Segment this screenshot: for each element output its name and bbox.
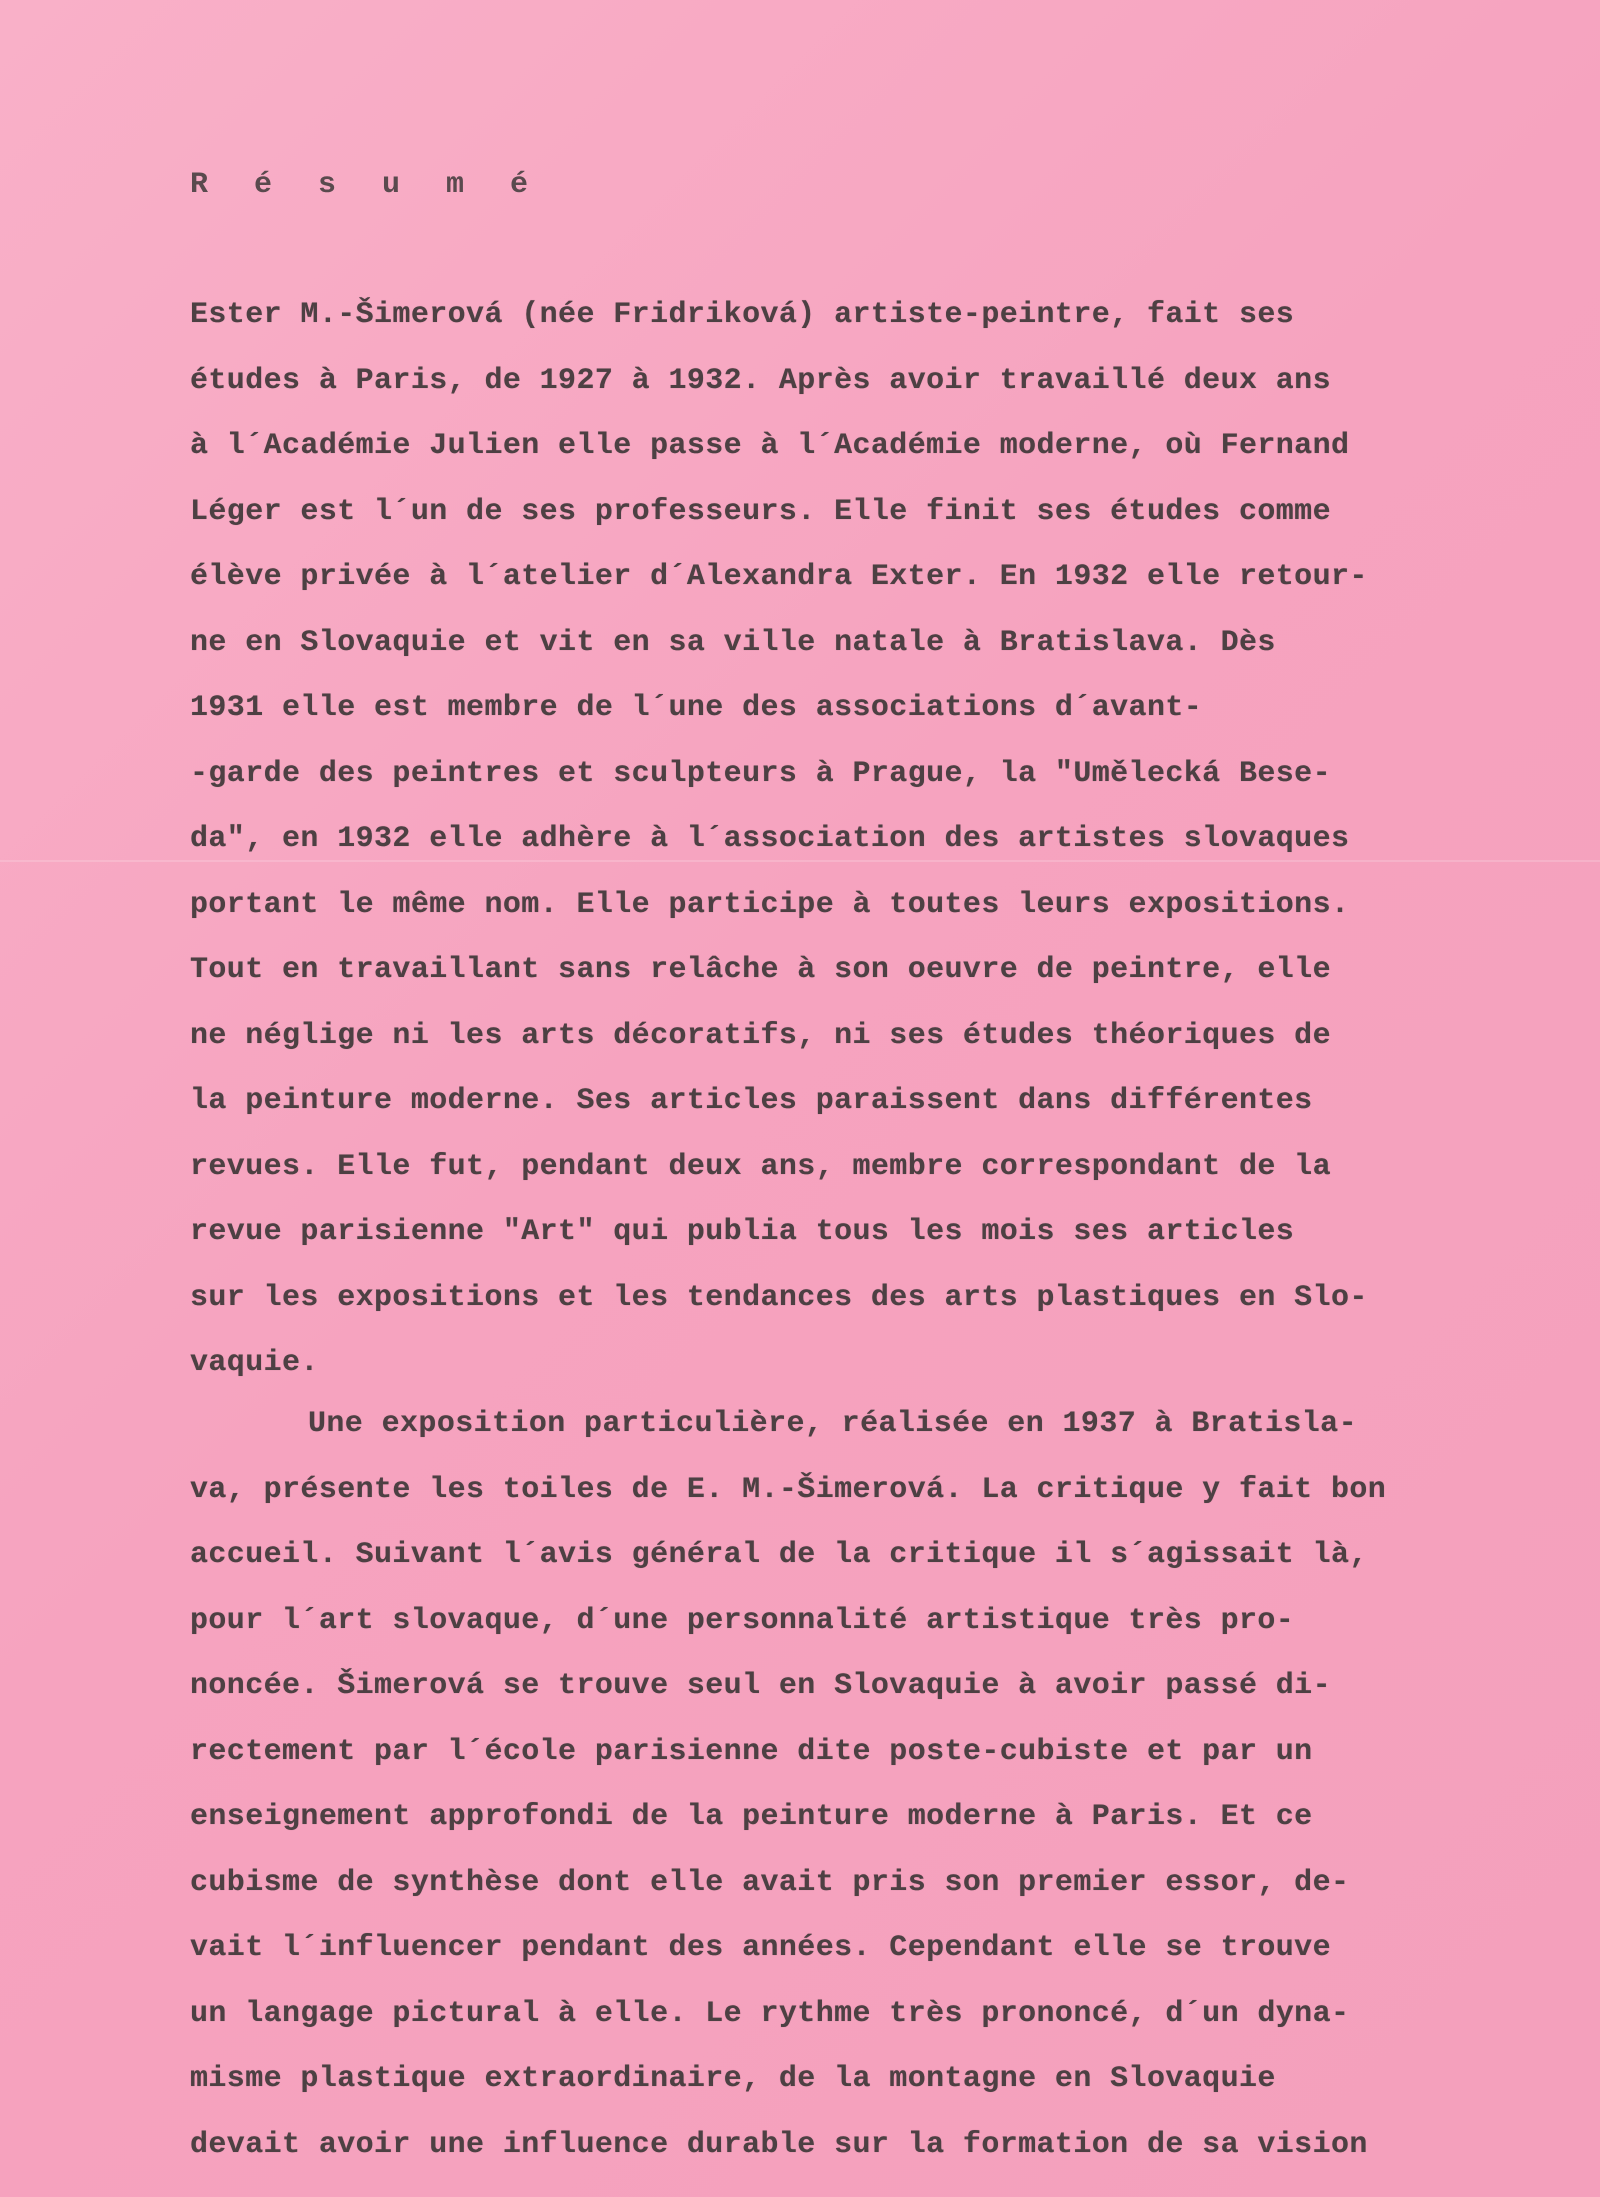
text-line: vaquie.: [190, 1346, 319, 1380]
text-line: va, présente les toiles de E. M.-Šimerová. La critique y fait bon: [190, 1472, 1387, 1507]
text-line: misme plastique extraordinaire, de la montagne en Slovaquie: [190, 2062, 1276, 2096]
text-line: un langage pictural à elle. Le rythme très prononcé, d´un dyna-: [190, 1996, 1350, 2031]
text-line: revue parisienne "Art" qui publia tous les mois ses articles: [190, 1215, 1295, 1249]
page-heading: R é s u m é: [190, 168, 543, 202]
text-line: Une exposition particulière, réalisée en 1937 à Bratisla-: [308, 1407, 1357, 1441]
text-line: à l´Académie Julien elle passe à l´Académie moderne, où Fernand: [190, 429, 1350, 463]
text-line: ne en Slovaquie et vit en sa ville natale à Bratislava. Dès: [190, 625, 1276, 660]
paragraph-biography: [190, 283, 1368, 1397]
text-line: rectement par l´école parisienne dite poste-cubiste et par un: [190, 1734, 1313, 1769]
text-line: accueil. Suivant l´avis général de la critique il s´agissait là,: [190, 1538, 1368, 1572]
text-line: noncée. Šimerová se trouve seul en Slovaquie à avoir passé di-: [190, 1669, 1331, 1703]
text-line: études à Paris, de 1927 à 1932. Après avoir travaillé deux ans: [190, 363, 1331, 398]
text-line: Ester M.-Šimerová (née Fridriková) artiste-peintre, fait ses: [190, 298, 1295, 332]
text-line: 1931 elle est membre de l´une des associations d´avant-: [190, 691, 1203, 725]
text-line: portant le même nom. Elle participe à toutes leurs expositions.: [190, 887, 1350, 922]
text-line: pour l´art slovaque, d´une personnalité artistique très pro-: [190, 1603, 1295, 1638]
text-line: devait avoir une influence durable sur la formation de sa vision: [190, 2127, 1368, 2162]
text-line: enseignement approfondi de la peinture moderne à Paris. Et ce: [190, 1800, 1313, 1834]
text-line: ne néglige ni les arts décoratifs, ni ses études théoriques de: [190, 1018, 1331, 1053]
text-line: élève privée à l´atelier d´Alexandra Exter. En 1932 elle retour-: [190, 560, 1368, 594]
text-line: Tout en travaillant sans relâche à son oeuvre de peintre, elle: [190, 953, 1331, 987]
text-line: revues. Elle fut, pendant deux ans, membre correspondant de la: [190, 1149, 1331, 1184]
text-line: vait l´influencer pendant des années. Cependant elle se trouve: [190, 1931, 1331, 1965]
text-line: sur les expositions et les tendances des arts plastiques en Slo-: [190, 1280, 1368, 1315]
text-line: Léger est l´un de ses professeurs. Elle finit ses études comme: [190, 494, 1331, 529]
text-line: la peinture moderne. Ses articles paraissent dans différentes: [190, 1084, 1313, 1118]
text-line: cubisme de synthèse dont elle avait pris son premier essor, de-: [190, 1865, 1350, 1900]
text-line: -garde des peintres et sculpteurs à Prague, la "Umělecká Bese-: [190, 756, 1331, 791]
text-line: da", en 1932 elle adhère à l´association des artistes slovaques: [190, 822, 1350, 856]
paragraph-exhibition: [190, 1392, 1386, 2178]
